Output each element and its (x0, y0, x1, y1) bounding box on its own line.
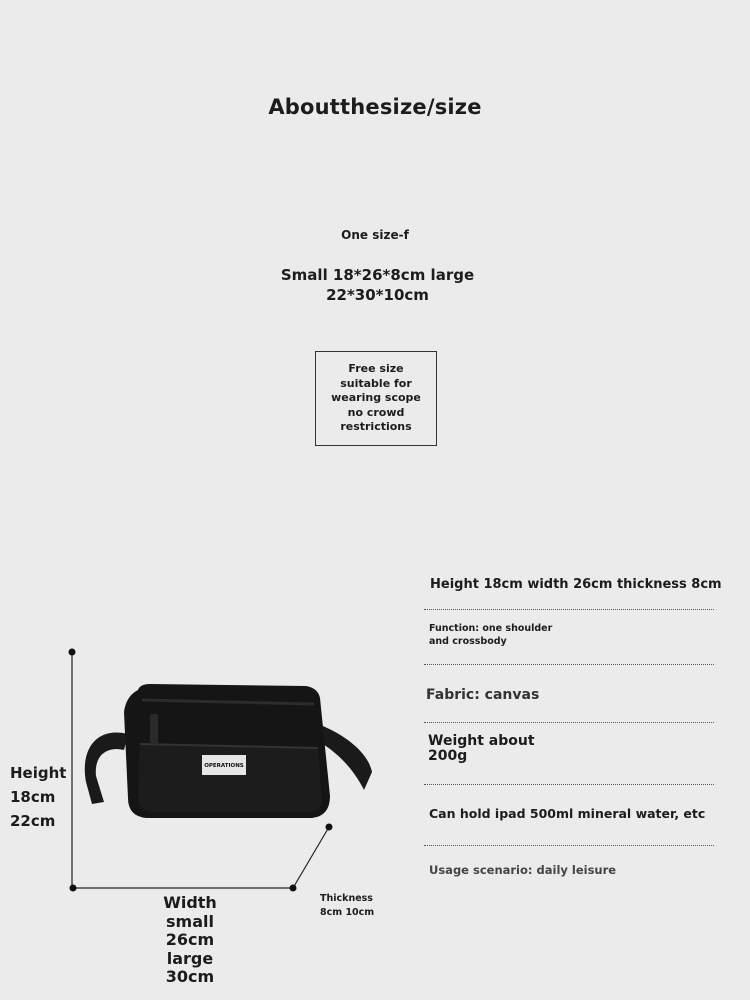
dot-top (69, 649, 76, 656)
size-options: Small 18*26*8cm large 22*30*10cm (280, 266, 475, 304)
free-size-note: Free size suitable for wearing scope no crowd restrictions (331, 362, 421, 434)
dot-right (290, 885, 297, 892)
spec-dimensions: Height 18cm width 26cm thickness 8cm (430, 577, 722, 592)
dot-corner (70, 885, 77, 892)
spec-weight: Weight about 200g (428, 733, 535, 764)
height-label: Height 18cm 22cm (10, 764, 67, 830)
divider (424, 722, 714, 723)
divider (424, 609, 714, 610)
page-title: Aboutthesize/size (268, 95, 482, 119)
one-size-label: One size-f (341, 228, 409, 242)
divider (424, 664, 714, 665)
zip-pull (150, 714, 158, 744)
dot-thick (326, 824, 333, 831)
spec-capacity: Can hold ipad 500ml mineral water, etc (429, 806, 706, 821)
thickness-line (293, 827, 329, 888)
thickness-label: Thickness 8cm 10cm (320, 893, 375, 918)
bag-front-pocket (138, 744, 322, 812)
width-label: Width small 26cm large 30cm (163, 893, 217, 986)
divider (424, 845, 714, 846)
spec-fabric: Fabric: canvas (426, 687, 540, 703)
free-size-box (315, 351, 437, 446)
spec-usage: Usage scenario: daily leisure (429, 863, 617, 877)
bag-badge-text: OPERATIONS (204, 763, 244, 769)
bag-strap (85, 732, 128, 804)
spec-function: Function: one shoulder and crossbody (429, 623, 553, 647)
divider (424, 784, 714, 785)
